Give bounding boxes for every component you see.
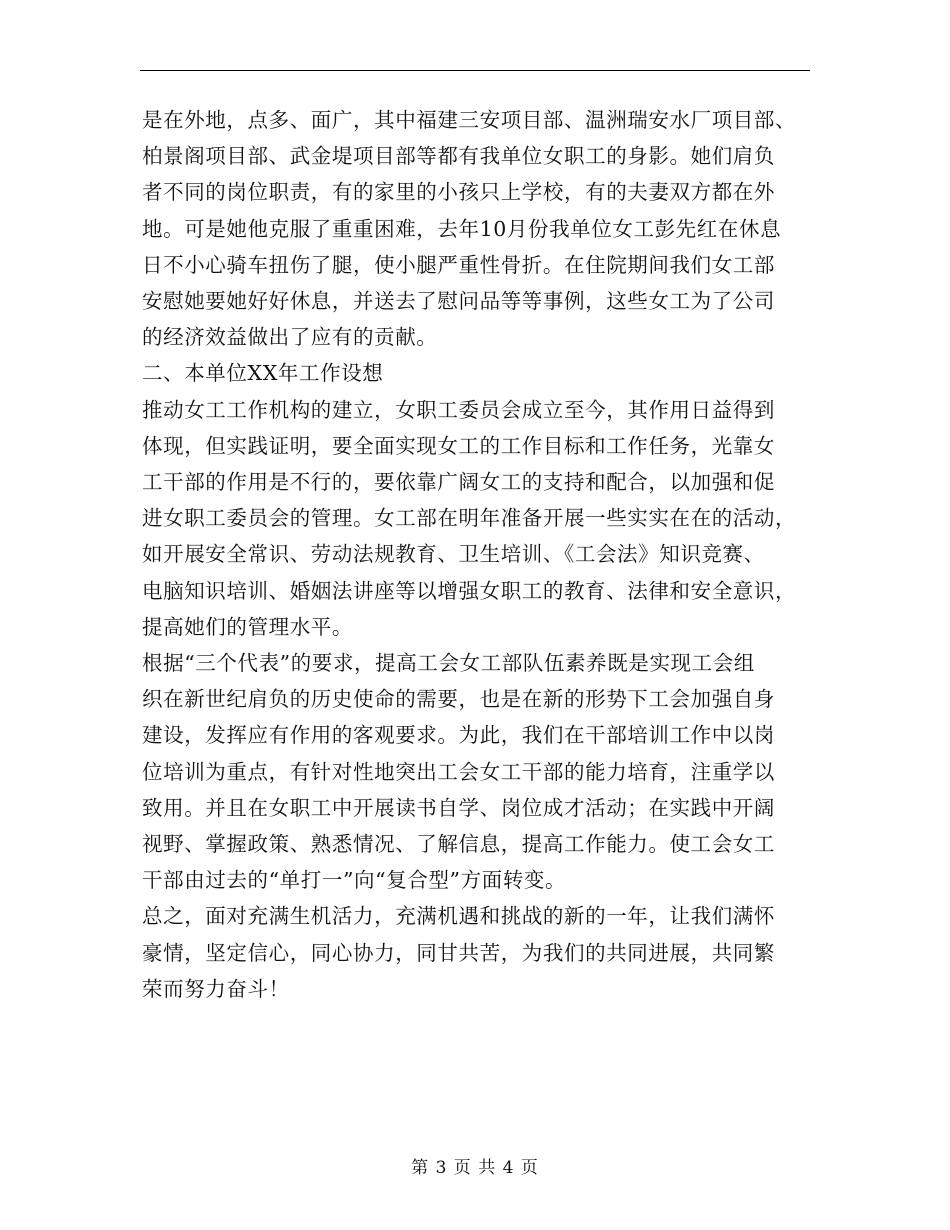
text-line: 根据“三个代表”的要求，提高工会女工部队伍素养既是实现工会组 bbox=[142, 651, 755, 676]
text-line: 建设，发挥应有作用的客观要求。为此，我们在干部培训工作中以岗 bbox=[142, 723, 775, 748]
text-line: 致用。并且在女职工中开展读书自学、岗位成才活动；在实践中开阔 bbox=[142, 795, 775, 820]
text-line: 总之，面对充满生机活力，充满机遇和挑战的新的一年，让我们满怀 bbox=[142, 904, 775, 929]
text-line: 的经济效益做出了应有的贡献。 bbox=[142, 325, 438, 350]
text-line: 如开展安全常识、劳动法规教育、卫生培训、《工会法》知识竞赛、 bbox=[142, 542, 765, 567]
section-heading: 二、本单位XX年工作设想 bbox=[142, 361, 384, 386]
text-line: 织在新世纪肩负的历史使命的需要，也是在新的形势下工会加强自身 bbox=[142, 687, 775, 712]
text-line: 体现，但实践证明，要全面实现女工的工作目标和工作任务，光靠女 bbox=[142, 433, 775, 458]
page-number-footer: 第 3 页 共 4 页 bbox=[411, 1158, 539, 1178]
text-line: 者不同的岗位职责，有的家里的小孩只上学校，有的夫妻双方都在外 bbox=[142, 180, 775, 205]
text-line: 进女职工委员会的管理。女工部在明年准备开展一些实实在在的活动， bbox=[142, 506, 797, 531]
text-line: 提高她们的管理水平。 bbox=[142, 614, 353, 639]
text-line: 视野、掌握政策、熟悉情况、了解信息，提高工作能力。使工会女工 bbox=[142, 832, 775, 857]
text-line: 柏景阁项目部、武金堤项目部等都有我单位女职工的身影。她们肩负 bbox=[142, 144, 775, 169]
text-line: 推动女工工作机构的建立，女职工委员会成立至今，其作用日益得到 bbox=[142, 397, 775, 422]
text-line: 电脑知识培训、婚姻法讲座等以增强女职工的教育、法律和安全意识， bbox=[142, 578, 797, 603]
text-line: 工干部的作用是不行的，要依靠广阔女工的支持和配合，以加强和促 bbox=[142, 470, 775, 495]
text-line: 干部由过去的“单打一”向“复合型”方面转变。 bbox=[142, 868, 567, 893]
text-line: 是在外地，点多、面广，其中福建三安项目部、温洲瑞安水厂项目部、 bbox=[142, 108, 797, 132]
text-line: 位培训为重点，有针对性地突出工会女工干部的能力培育，注重学以 bbox=[142, 759, 775, 784]
document-body bbox=[142, 102, 814, 1007]
text-line: 日不小心骑车扭伤了腿，使小腿严重性骨折。在住院期间我们女工部 bbox=[142, 252, 775, 277]
text-line: 荣而努力奋斗！ bbox=[142, 976, 290, 1001]
header-rule bbox=[140, 70, 810, 71]
text-line: 安慰她要她好好休息，并送去了慰问品等等事例，这些女工为了公司 bbox=[142, 289, 775, 314]
text-line: 地。可是她他克服了重重困难，去年10月份我单位女工彭先红在休息 bbox=[142, 216, 782, 241]
text-line: 豪情，坚定信心，同心协力，同甘共苦，为我们的共同进展，共同繁 bbox=[142, 940, 775, 965]
